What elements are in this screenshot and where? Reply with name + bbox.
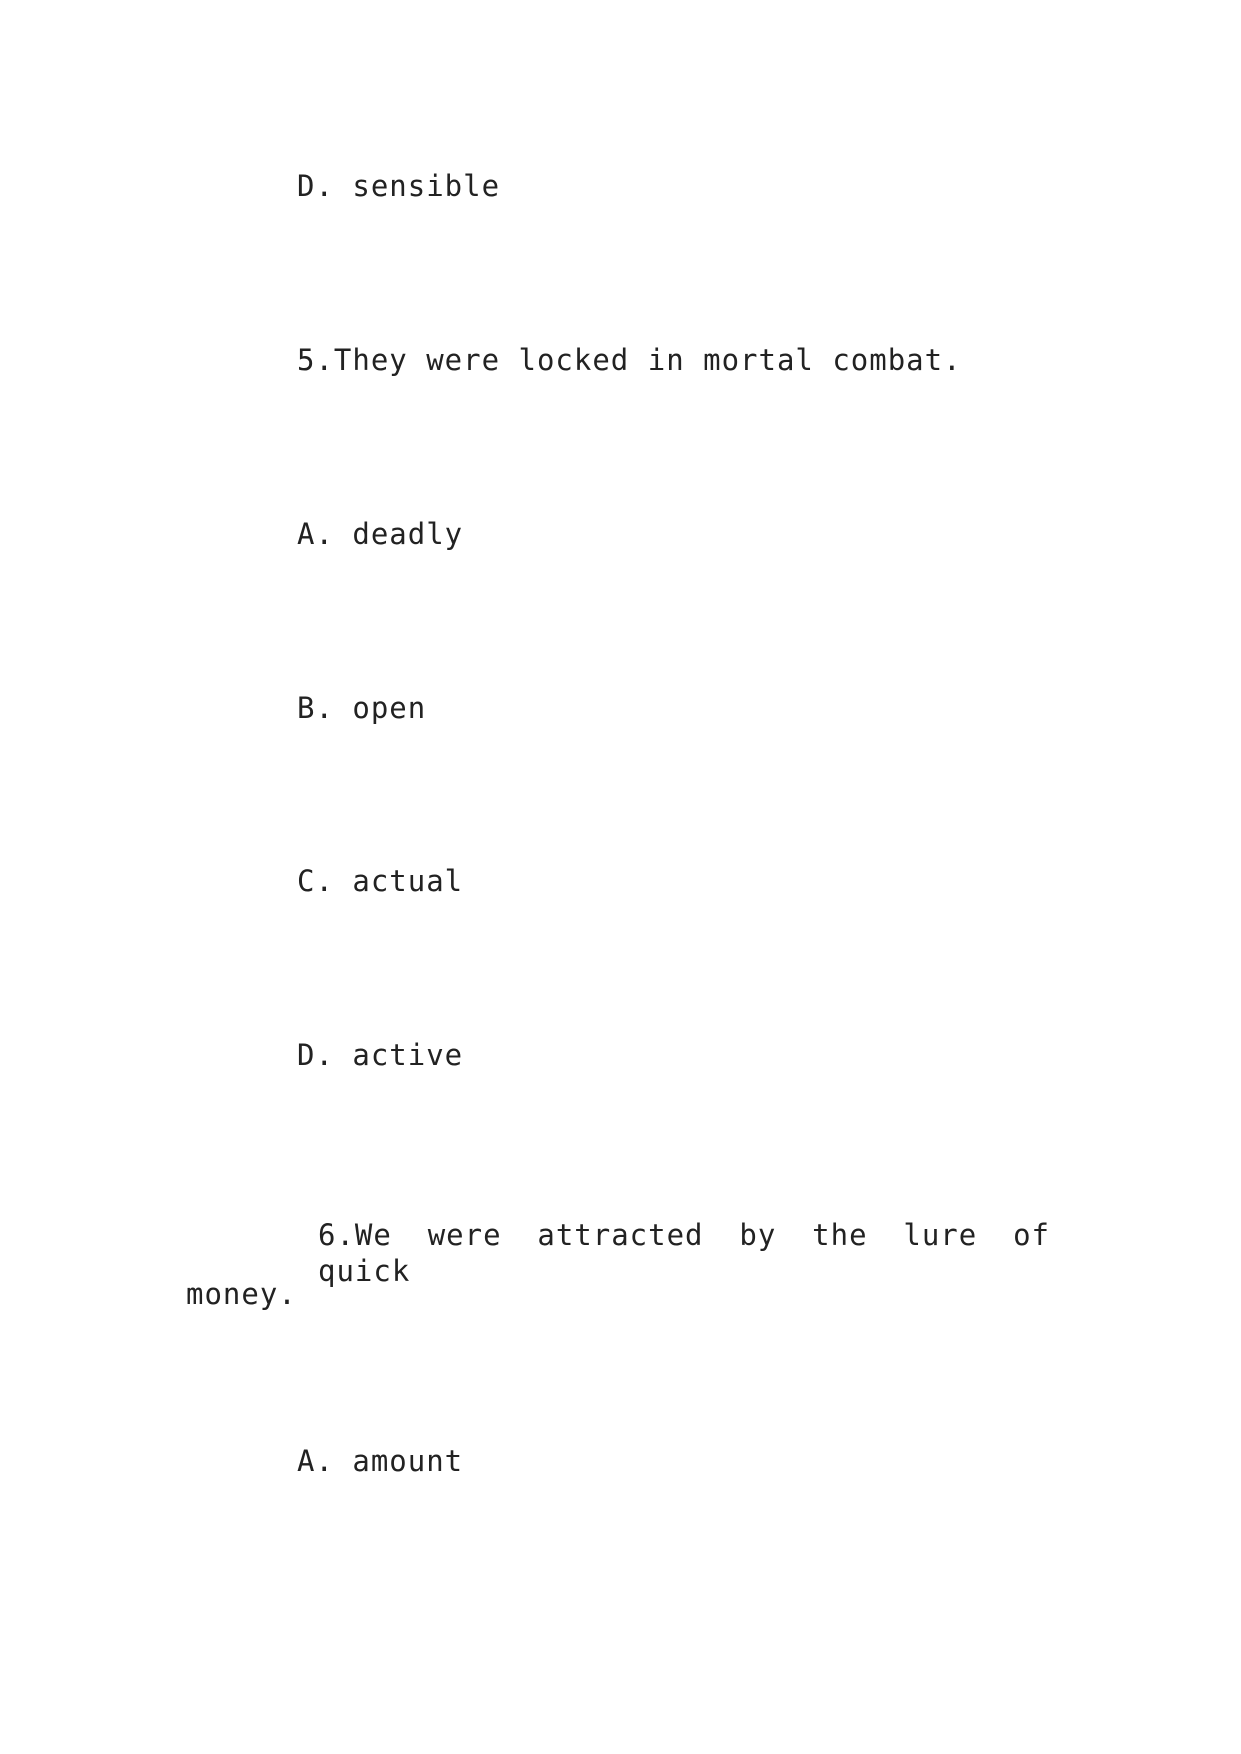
option-b-open: B. open [297,691,427,725]
option-a-amount: A. amount [297,1444,464,1478]
option-d-sensible: D. sensible [297,169,501,203]
option-a-deadly: A. deadly [297,517,464,551]
question-6-continuation: money. [186,1277,297,1311]
question-6: 6.We were attracted by the lure of quick [318,1218,1050,1288]
option-d-active: D. active [297,1038,464,1072]
option-c-actual: C. actual [297,864,464,898]
question-5: 5.They were locked in mortal combat. [297,343,962,377]
